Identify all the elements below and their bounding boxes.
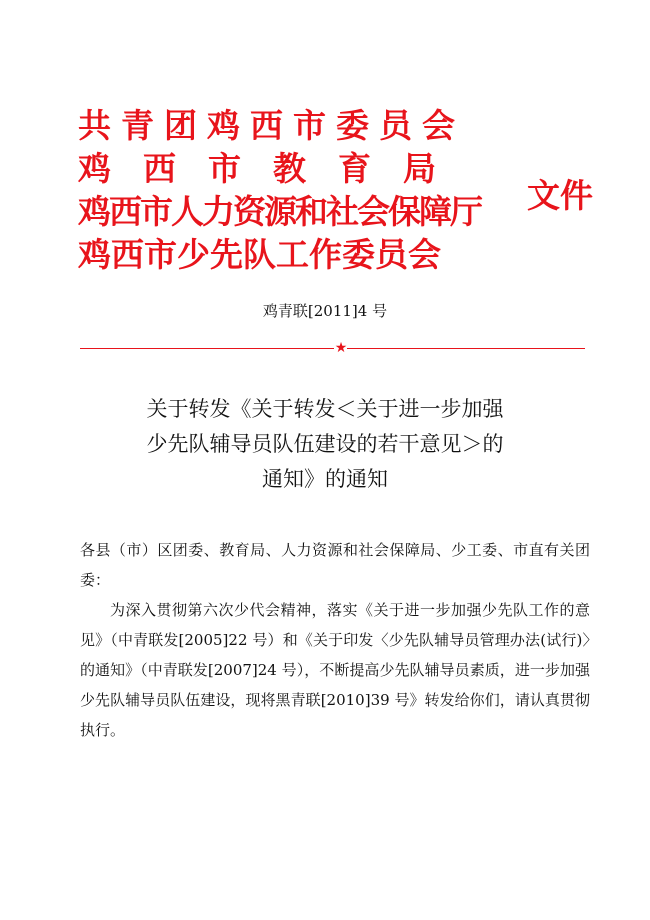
star-icon: ★ bbox=[334, 340, 348, 356]
separator-line-right bbox=[347, 348, 585, 349]
title-line-1: 关于转发《关于转发＜关于进一步加强 bbox=[146, 397, 504, 421]
separator-line-left bbox=[80, 348, 334, 349]
issuer-line-2: 鸡西市教育局 bbox=[78, 149, 468, 188]
document-title bbox=[90, 392, 560, 497]
issuer-block bbox=[78, 104, 481, 276]
document-body bbox=[80, 535, 590, 745]
issuer-line-4: 鸡西市少先队工作委员会 bbox=[78, 235, 441, 274]
issuer-line-3: 鸡西市人力资源和社会保障厅 bbox=[78, 192, 481, 231]
document-number: 鸡青联[2011]4 号 bbox=[262, 302, 388, 320]
title-line-3: 通知》的通知 bbox=[262, 467, 388, 491]
issuer-line-1: 共青团鸡西市委员会 bbox=[78, 106, 465, 145]
title-line-2: 少先队辅导员队伍建设的若干意见＞的 bbox=[146, 432, 504, 456]
recipients: 各县（市）区团委、教育局、人力资源和社会保障局、少工委、市直有关团委： bbox=[80, 541, 590, 589]
document-label: 文件 bbox=[527, 176, 593, 215]
body-paragraph: 为深入贯彻第六次少代会精神，落实《关于进一步加强少先队工作的意见》（中青联发[2005]22 号）和《关于印发〈少先队辅导员管理办法(试行)〉的通知》（中青联发[2007]24 号），不断提高少先队辅导员素质，进一步加强少先队辅导员队伍建设，现将黑青联[2010]39 号》转发给你们，请认真贯彻执行。 bbox=[80, 601, 590, 739]
